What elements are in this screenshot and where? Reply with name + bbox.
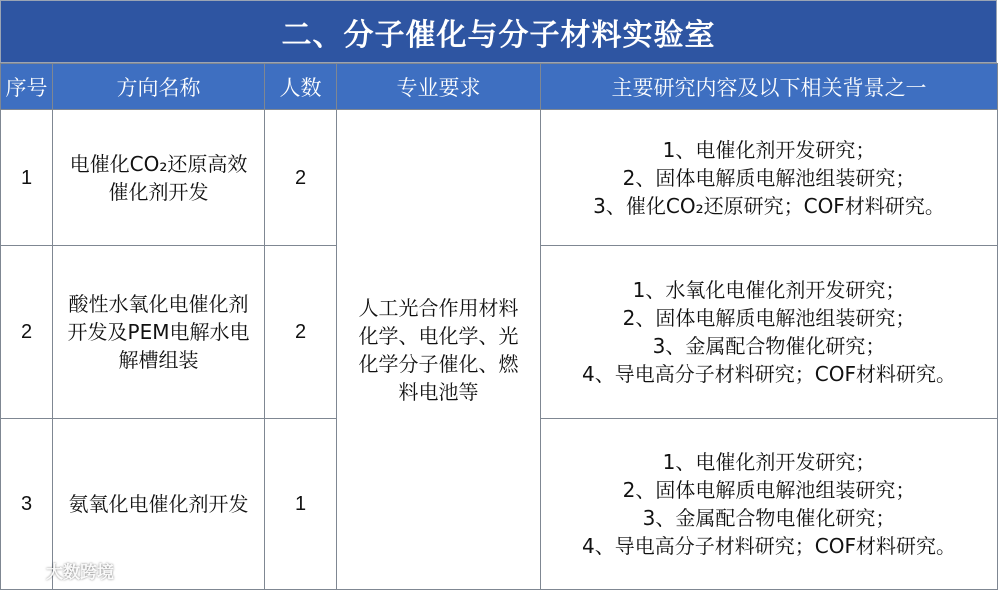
row-direction: 氨氧化电催化剂开发 (53, 419, 265, 590)
watermark-logo-icon (8, 561, 42, 581)
row-serial: 1 (1, 110, 53, 246)
table-row (1, 110, 998, 246)
watermark (8, 558, 114, 583)
header-major: 专业要求 (337, 64, 541, 110)
row-serial: 3 (1, 419, 53, 590)
row-direction: 电催化CO₂还原高效 催化剂开发 (53, 110, 265, 246)
header-serial: 序号 (1, 64, 53, 110)
row-content: 1、电催化剂开发研究； 2、固体电解质电解池组装研究； 3、催化CO₂还原研究；COF材料研究。 (541, 110, 998, 246)
header-direction: 方向名称 (53, 64, 265, 110)
lab-title: 二、分子催化与分子材料实验室 (0, 0, 997, 63)
row-count: 1 (265, 419, 337, 590)
row-count: 2 (265, 110, 337, 246)
row-count: 2 (265, 246, 337, 419)
positions-table (0, 63, 998, 590)
header-count: 人数 (265, 64, 337, 110)
row-content: 1、电催化剂开发研究； 2、固体电解质电解池组装研究； 3、金属配合物电催化研究； 4、导电高分子材料研究；COF材料研究。 (541, 419, 998, 590)
table-header-row (1, 64, 998, 110)
row-serial: 2 (1, 246, 53, 419)
header-content: 主要研究内容及以下相关背景之一 (541, 64, 998, 110)
row-content: 1、水氧化电催化剂开发研究； 2、固体电解质电解池组装研究； 3、金属配合物催化研究； 4、导电高分子材料研究；COF材料研究。 (541, 246, 998, 419)
watermark-text: 大数跨境 (46, 563, 114, 583)
row-direction: 酸性水氧化电催化剂 开发及PEM电解水电 解槽组装 (53, 246, 265, 419)
major-requirement: 人工光合作用材料 化学、电化学、光 化学分子催化、燃 料电池等 (337, 110, 541, 590)
